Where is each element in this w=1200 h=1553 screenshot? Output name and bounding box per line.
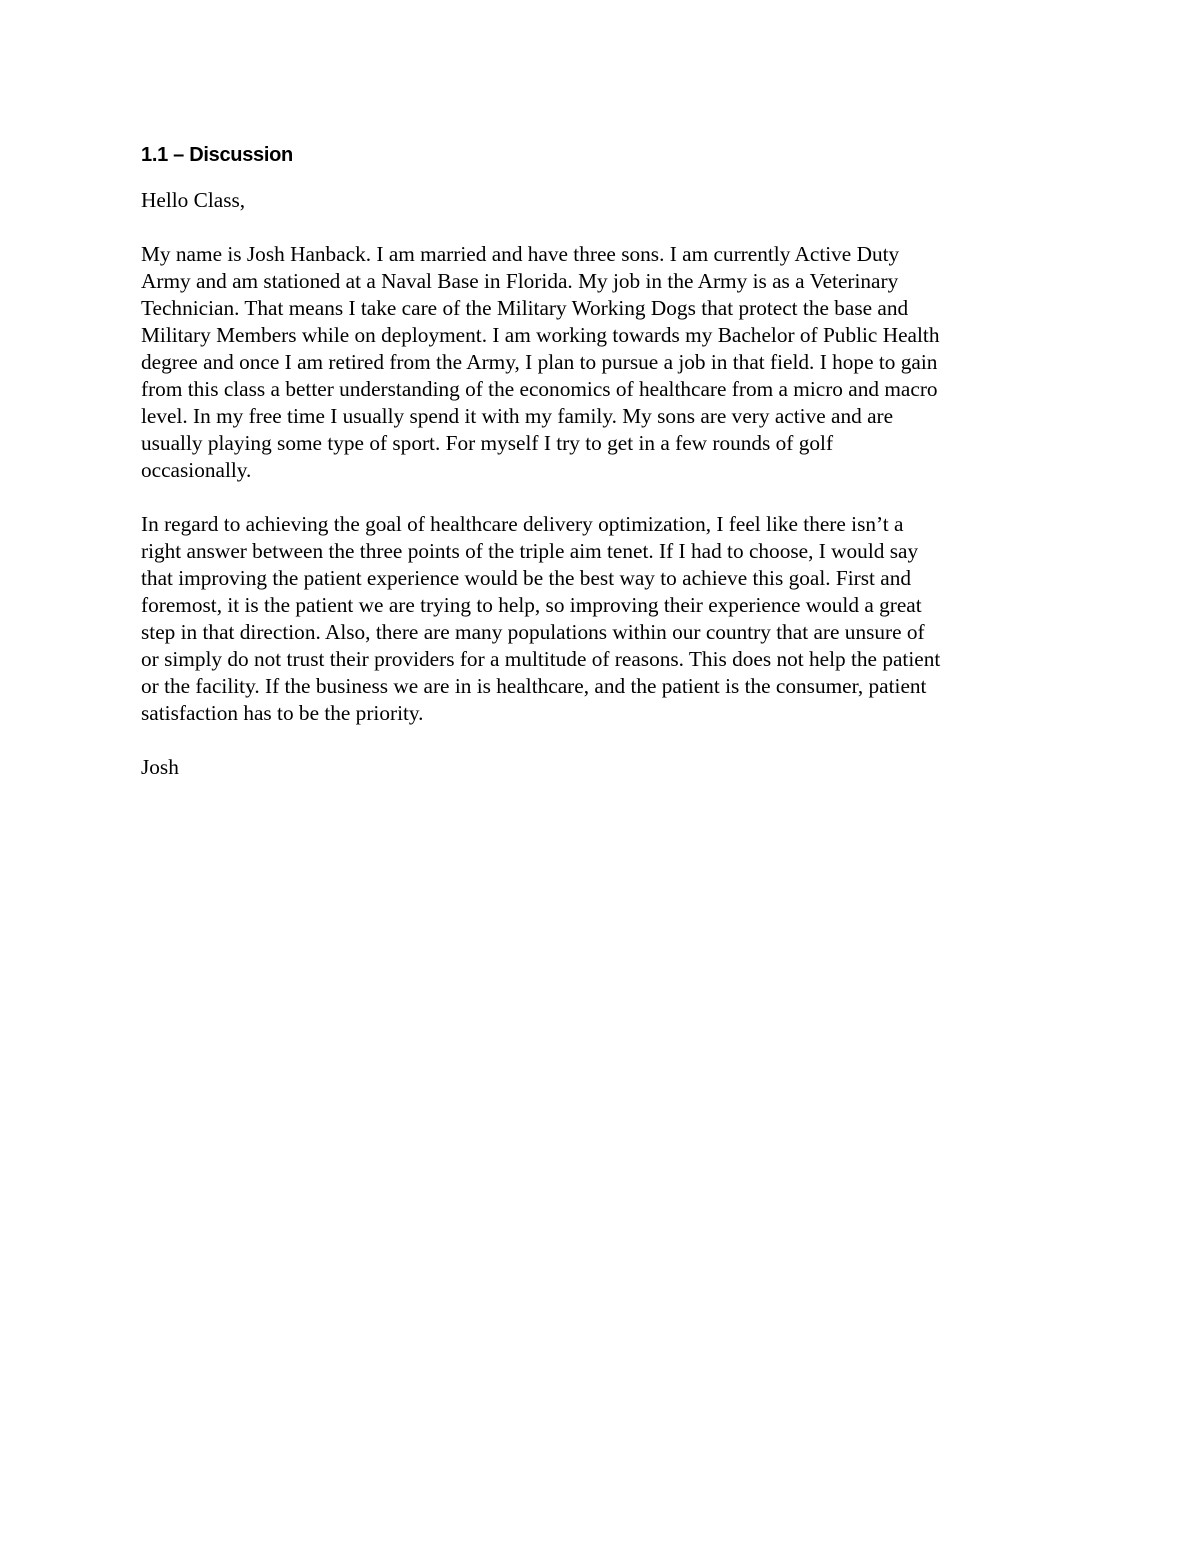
text-line: or simply do not trust their providers for a multitude of reasons. This does not help the patient (141, 647, 941, 671)
text-line: Army and am stationed at a Naval Base in Florida. My job in the Army is as a Veterinary (141, 269, 899, 293)
text-line: or the facility. If the business we are in is healthcare, and the patient is the consumer, patient (141, 674, 927, 698)
text-line: satisfaction has to be the priority. (141, 701, 424, 725)
text-line: My name is Josh Hanback. I am married and have three sons. I am currently Active Duty (141, 242, 900, 266)
text-line: degree and once I am retired from the Army, I plan to pursue a job in that field. I hope to gain (141, 350, 938, 374)
text-line: from this class a better understanding of the economics of healthcare from a micro and macro (141, 377, 938, 401)
text-line: Military Members while on deployment. I am working towards my Bachelor of Public Health (141, 323, 940, 347)
document-body (141, 138, 1056, 808)
text-line: level. In my free time I usually spend it with my family. My sons are very active and are (141, 404, 894, 428)
text-line: In regard to achieving the goal of healthcare delivery optimization, I feel like there isn’t a (141, 512, 904, 536)
text-line: usually playing some type of sport. For myself I try to get in a few rounds of golf (141, 431, 834, 455)
greeting: Hello Class, (141, 188, 246, 212)
text-line: that improving the patient experience would be the best way to achieve this goal. First and (141, 566, 912, 590)
document-heading: 1.1 – Discussion (141, 144, 293, 166)
text-line: right answer between the three points of the triple aim tenet. If I had to choose, I would say (141, 539, 919, 563)
text-line: occasionally. (141, 458, 252, 482)
text-line: step in that direction. Also, there are many populations within our country that are unsure of (141, 620, 925, 644)
text-line: Technician. That means I take care of the Military Working Dogs that protect the base and (141, 296, 909, 320)
paragraph-discussion (141, 511, 1056, 727)
paragraph-introduction (141, 241, 1056, 484)
text-line: foremost, it is the patient we are trying to help, so improving their experience would a great (141, 593, 922, 617)
signature: Josh (141, 755, 179, 779)
